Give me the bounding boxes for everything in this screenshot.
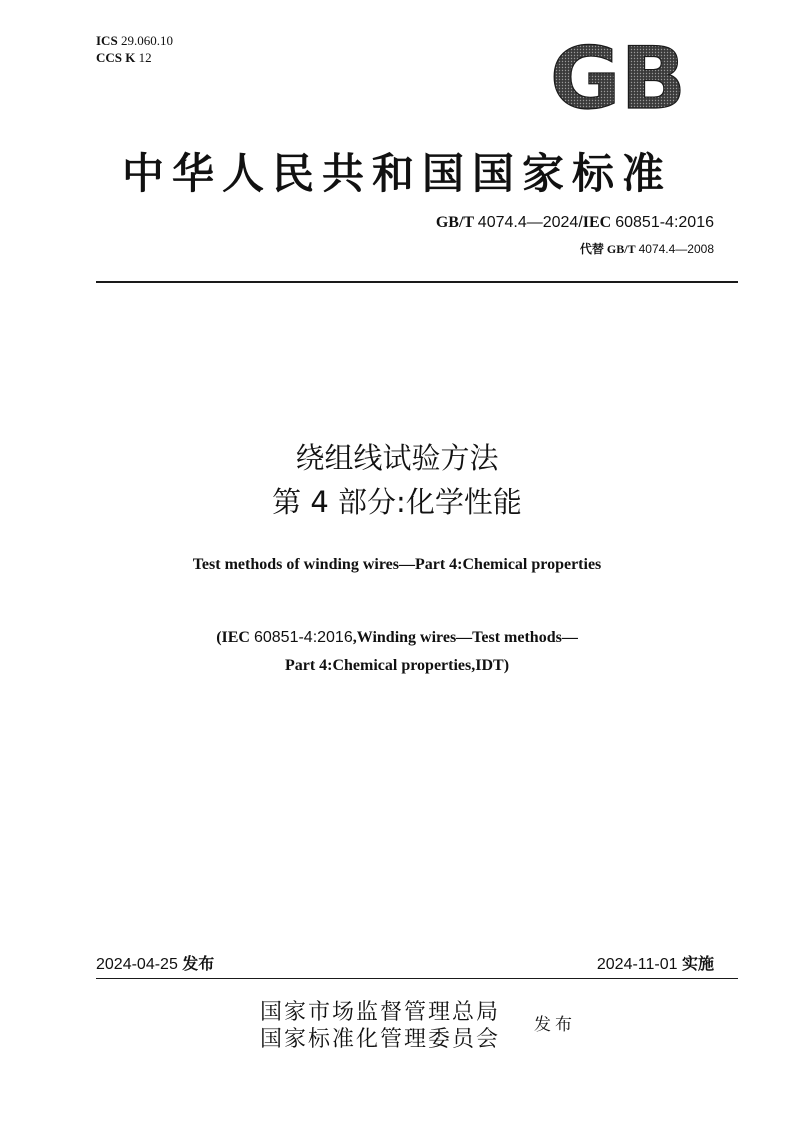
issuer-samr: 国家市场监督管理总局: [260, 1000, 501, 1025]
publish-date-value: 2024-04-25: [96, 956, 178, 973]
std-code-iec: IEC: [582, 214, 612, 231]
publish-date: [96, 953, 214, 976]
replaces-number: 4074.4—2008: [638, 242, 714, 256]
ccs-value: 12: [138, 50, 152, 65]
ics-code: [96, 32, 173, 49]
issue-label: 发布: [534, 1015, 576, 1035]
adoption-line2: Part 4:Chemical properties,IDT): [284, 657, 510, 674]
adoption-rest: ,Winding wires—Test methods—: [352, 629, 578, 646]
replaces-label: 代替: [579, 242, 604, 256]
header-divider: [96, 281, 738, 283]
standard-number: [436, 212, 714, 234]
implement-date-value: 2024-11-01: [596, 956, 678, 973]
ccs-label: CCS K: [96, 50, 136, 65]
ics-value: 29.060.10: [120, 33, 173, 48]
issuer-sac: 国家标准化管理委员会: [260, 1027, 501, 1052]
std-num-gbt: 4074.4—2024/: [477, 214, 583, 231]
implement-date: [597, 953, 714, 976]
implement-date-label: 实施: [681, 954, 714, 973]
classification-codes: [96, 32, 173, 66]
adoption-open: (IEC: [216, 629, 250, 646]
footer-divider: [96, 978, 738, 979]
title-zh-line2: 第 4 部分:化学性能: [272, 485, 522, 519]
adoption-number: 60851-4:2016: [253, 629, 353, 646]
publish-date-label: 发布: [182, 954, 215, 973]
gb-logo-icon: [540, 36, 696, 116]
ccs-code: [96, 49, 173, 66]
svg-text:GB: GB: [549, 36, 687, 116]
replaces-standard: [580, 240, 714, 258]
national-standard-title: 中华人民共和国国家标准: [121, 149, 672, 198]
adoption-line1: [0, 627, 794, 649]
title-zh-line1: 绕组线试验方法: [295, 441, 499, 475]
std-num-iec: 60851-4:2016: [615, 214, 714, 231]
title-en: Test methods of winding wires—Part 4:Chemical properties: [192, 556, 602, 573]
std-code-gbt: GB/T: [435, 214, 474, 231]
ics-label: ICS: [96, 33, 118, 48]
replaces-code: GB/T: [606, 242, 636, 256]
